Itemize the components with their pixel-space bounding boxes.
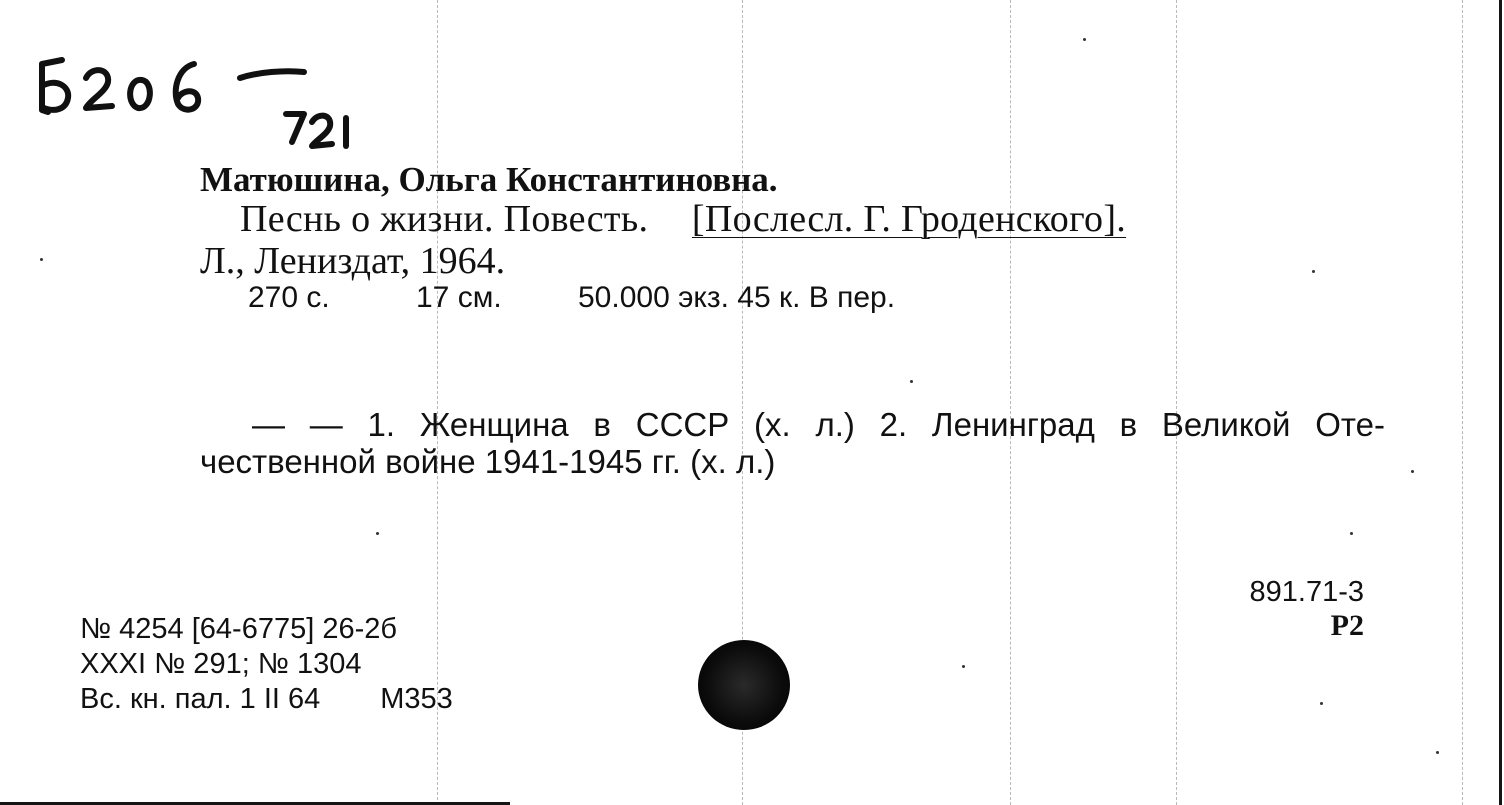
ink-speck — [376, 532, 379, 535]
page-count: 270 с. — [248, 281, 330, 314]
ink-speck — [1083, 38, 1086, 41]
registration-numbers — [80, 612, 453, 717]
classification-index: 891.71-3 — [1249, 576, 1364, 608]
card-edge-right — [1499, 0, 1502, 805]
registration-line-2: XXXI № 291; № 1304 — [80, 648, 362, 680]
ink-speck — [962, 665, 965, 668]
ink-speck — [1411, 470, 1414, 473]
ink-speck — [1320, 702, 1323, 705]
subject-line-2: чественной войне 1941-1945 гг. (х. л.) — [200, 443, 776, 480]
subject-headings — [200, 406, 1385, 480]
imprint: Л., Лениздат, 1964. — [200, 240, 506, 282]
subject-line-1: — — 1. Женщина в СССР (х. л.) 2. Ленинград в Великой Оте- — [252, 406, 1385, 443]
handwritten-call-number — [28, 38, 388, 158]
print-run-price: 50.000 экз. 45 к. В пер. — [578, 281, 896, 314]
fold-line — [1176, 0, 1177, 805]
genre-note: Повесть. — [503, 198, 649, 240]
author-heading: Матюшина, Ольга Константиновна. — [200, 160, 778, 199]
book-title: Песнь о жизни. — [240, 198, 494, 240]
classification — [1250, 575, 1365, 643]
title-statement — [240, 197, 1126, 241]
handwritten-call-number-drawing — [28, 38, 388, 158]
chamber-record: Вс. кн. пал. 1 II 64 — [80, 683, 321, 715]
physical-description — [248, 281, 895, 315]
book-size: 17 см. — [416, 281, 502, 314]
registration-line-3 — [80, 682, 453, 717]
afterword-note: [Послесл. Г. Гроденского]. — [691, 198, 1127, 240]
ink-speck — [1436, 751, 1439, 754]
author-mark: Р2 — [1330, 609, 1364, 642]
ink-speck — [40, 258, 43, 261]
fold-line — [1010, 0, 1011, 805]
fold-line — [1462, 0, 1463, 805]
punch-hole — [698, 640, 790, 730]
ink-speck — [910, 380, 913, 383]
card-code: М353 — [380, 683, 453, 715]
ink-speck — [1350, 532, 1353, 535]
ink-speck — [1312, 270, 1315, 273]
registration-line-1: № 4254 [64-6775] 26-2б — [80, 613, 397, 645]
